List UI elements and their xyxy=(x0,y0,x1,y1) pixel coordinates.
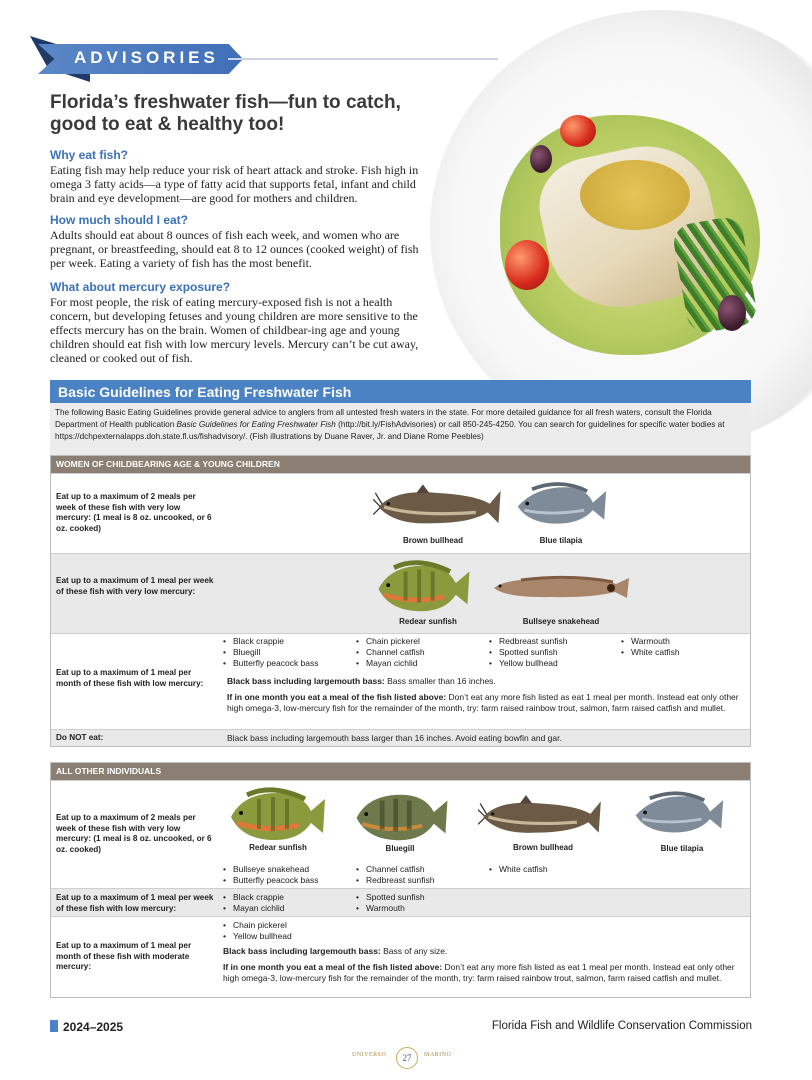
guidelines-description xyxy=(50,403,751,463)
intro-heading: Why eat fish? xyxy=(50,148,129,162)
list-item: • Chain pickerel xyxy=(223,920,292,931)
fish-list xyxy=(356,864,435,886)
monthly-note xyxy=(227,692,749,714)
row-label: Eat up to a maximum of 1 meal per week of these fish with low mercury: xyxy=(56,893,214,913)
fish-list xyxy=(621,636,680,658)
intro-why xyxy=(50,148,420,205)
fish-name: Blue tilapia xyxy=(539,536,583,545)
list-item: • Yellow bullhead xyxy=(489,658,568,669)
guidelines-desc-text: (http://bit.ly/FishAdvisories) or call 850-245-4250. You can search for guidelines for specific water bodies at https://dchpexternalapps.doh.state.fl.us/fishadvisory/. (Fish illustrations by Duane Raver, Jr. and Diane Rome Peebles) xyxy=(55,420,725,441)
row-label: Eat up to a maximum of 2 meals per week of these fish with very low mercury: (1 meal is 8 oz. uncooked, or 6 oz. cooked) xyxy=(56,492,212,533)
brown-bullhead-illustration xyxy=(373,480,503,534)
table-row xyxy=(51,780,750,888)
women-children-table xyxy=(50,455,751,747)
row-label: Eat up to a maximum of 2 meals per week of these fish with very low mercury: (1 meal is 8 oz. uncooked, or 6 oz. cooked) xyxy=(56,813,212,854)
page-number: 27 xyxy=(396,1047,418,1069)
table-row xyxy=(51,473,750,553)
fish-list xyxy=(489,636,568,669)
table-row xyxy=(51,916,750,996)
fish-list xyxy=(356,892,425,914)
note-text: Don’t eat any more fish listed as eat 1 meal per month. Instead eat only other high omega-3, low-mercury fish for the remainder of the month, try: farm raised rainbow trout, salmon, farm raised catfish and mullet. xyxy=(227,692,739,713)
redear-sunfish-illustration xyxy=(373,558,473,616)
all-other-individuals-table xyxy=(50,762,751,998)
bass-guideline xyxy=(223,946,743,957)
footer-year xyxy=(50,1020,123,1034)
list-item: • Redbreast sunfish xyxy=(356,875,435,886)
page-title: Florida’s freshwater fish—fun to catch, good to eat & healthy too! xyxy=(50,92,401,135)
bass-label: Black bass including largemouth bass: xyxy=(223,946,381,956)
blue-tilapia-illustration xyxy=(631,785,725,841)
fish-list xyxy=(223,864,319,886)
olive xyxy=(718,295,746,331)
list-item: • Warmouth xyxy=(621,636,680,647)
publisher-word: UNIVERSO xyxy=(352,1052,387,1058)
banner-text: ADVISORIES xyxy=(74,48,219,67)
year-text: 2024–2025 xyxy=(63,1020,124,1034)
list-item: • White catfish xyxy=(621,647,680,658)
list-item: • Spotted sunfish xyxy=(489,647,568,658)
blue-tilapia-illustration xyxy=(513,476,608,532)
fish-list xyxy=(223,892,285,914)
redear-sunfish-illustration xyxy=(225,785,329,845)
guidelines-publication-title: Basic Guidelines for Eating Freshwater Fish xyxy=(176,420,336,429)
table-row xyxy=(51,633,750,729)
page-number-mark xyxy=(352,1046,462,1068)
advisories-banner xyxy=(28,32,498,84)
accent-square xyxy=(50,1020,58,1032)
fish-list xyxy=(223,920,292,942)
row-label: Eat up to a maximum of 1 meal per month of these fish with moderate mercury: xyxy=(56,941,192,971)
row-label: Do NOT eat: xyxy=(56,733,104,742)
list-item: • Bluegill xyxy=(223,647,319,658)
list-item: • Mayan cichlid xyxy=(223,903,285,914)
list-item: • Butterfly peacock bass xyxy=(223,875,319,886)
list-item: • White catfish xyxy=(489,864,548,875)
table-row xyxy=(51,888,750,916)
intro-body: Adults should eat about 8 ounces of fish each week, and women who are pregnant, or breastfeeding, should eat 8 to 12 ounces (cooked weight) of fish per week. Eating a variety of fish has the most benefit. xyxy=(50,228,419,270)
row-label: Eat up to a maximum of 1 meal per month of these fish with low mercury: xyxy=(56,668,204,688)
brown-bullhead-illustration xyxy=(478,791,603,843)
section-header: ALL OTHER INDIVIDUALS xyxy=(51,763,750,780)
fillet-crust xyxy=(580,160,690,230)
bluegill-illustration xyxy=(351,787,451,845)
table-row xyxy=(51,729,750,746)
footer-organization: Florida Fish and Wildlife Conservation Commission xyxy=(491,1020,752,1032)
list-item: • Channel catfish xyxy=(356,647,425,658)
intro-body: For most people, the risk of eating mercury-exposed fish is not a health concern, but developing fetuses and young children are more sensitive to the effects mercury has on the brain. Women of childbear-ing age and young children should eat fish with low mercury levels. Mercury can’t be cut away, cleaned or cooked out of fish. xyxy=(50,295,419,365)
fish-list xyxy=(223,636,319,669)
guidelines-box xyxy=(50,380,751,463)
list-item: • Mayan cichlid xyxy=(356,658,425,669)
monthly-note xyxy=(223,962,747,984)
note-label: If in one month you eat a meal of the fish listed above: xyxy=(227,692,447,702)
intro-heading: How much should I eat? xyxy=(50,213,189,227)
section-header: WOMEN OF CHILDBEARING AGE & YOUNG CHILDREN xyxy=(51,456,750,473)
note-label: If in one month you eat a meal of the fish listed above: xyxy=(223,962,443,972)
do-not-eat-text: Black bass including largemouth bass larger than 16 inches. Avoid eating bowfin and gar. xyxy=(227,733,562,743)
list-item: • Yellow bullhead xyxy=(223,931,292,942)
list-item: • Warmouth xyxy=(356,903,425,914)
bullseye-snakehead-illustration xyxy=(491,572,631,602)
tomato xyxy=(560,115,596,147)
guidelines-title: Basic Guidelines for Eating Freshwater Fish xyxy=(50,380,751,403)
fish-name: Bullseye snakehead xyxy=(522,617,600,626)
list-item: • Spotted sunfish xyxy=(356,892,425,903)
list-item: • Bullseye snakehead xyxy=(223,864,319,875)
fish-name: Blue tilapia xyxy=(660,844,704,853)
intro-how-much xyxy=(50,213,420,270)
publisher-word: MARINO xyxy=(424,1052,452,1058)
intro-body: Eating fish may help reduce your risk of heart attack and stroke. Fish high in omega 3 fatty acids—a type of fatty acid that supports fetal, infant and child brain and eye development—are good for mothers and children. xyxy=(50,163,419,205)
fish-name: Redear sunfish xyxy=(249,843,307,852)
intro-mercury xyxy=(50,280,420,365)
list-item: • Chain pickerel xyxy=(356,636,425,647)
list-item: • Channel catfish xyxy=(356,864,435,875)
bass-text: Bass of any size. xyxy=(380,946,448,956)
bass-text: Bass smaller than 16 inches. xyxy=(384,676,496,686)
intro-heading: What about mercury exposure? xyxy=(50,280,231,294)
bass-guideline xyxy=(227,676,747,687)
fish-list xyxy=(489,864,548,875)
olive xyxy=(530,145,552,173)
bass-label: Black bass including largemouth bass: xyxy=(227,676,385,686)
list-item: • Butterfly peacock bass xyxy=(223,658,319,669)
list-item: • Black crappie xyxy=(223,636,319,647)
guidelines-desc-text: The following Basic Eating Guidelines provide general advice to anglers from all untested fresh waters in the state. For more detailed guidance for all fresh waters, consult the Florida Department of Health publication xyxy=(55,408,712,429)
fish-name: Redear sunfish xyxy=(399,617,457,626)
list-item: • Redbreast sunfish xyxy=(489,636,568,647)
list-item: • Black crappie xyxy=(223,892,285,903)
fish-list xyxy=(356,636,425,669)
fish-name: Brown bullhead xyxy=(513,843,573,852)
banner-rule xyxy=(228,58,498,60)
fish-name: Bluegill xyxy=(385,844,415,853)
table-row xyxy=(51,553,750,633)
note-text: Don’t eat any more fish listed as eat 1 meal per month. Instead eat only other high omega-3, low-mercury fish for the remainder of the month, try: farm raised rainbow trout, salmon, farm raised catfish and mullet. xyxy=(223,962,735,983)
fish-name: Brown bullhead xyxy=(403,536,463,545)
tomato xyxy=(505,240,549,290)
row-label: Eat up to a maximum of 1 meal per week of these fish with very low mercury: xyxy=(56,576,214,596)
